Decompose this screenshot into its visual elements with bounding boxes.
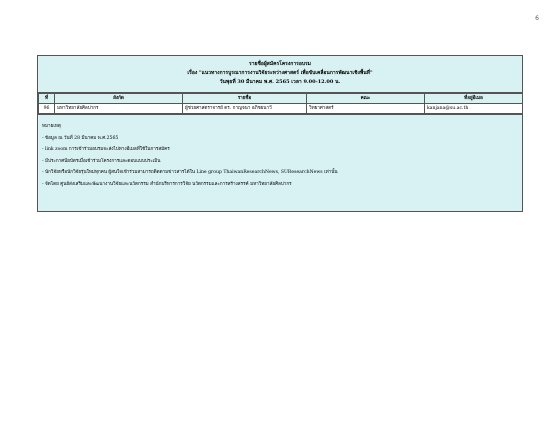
cell-index: 96 (39, 104, 55, 114)
document-subject: เรื่อง "แนวทางการบูรณาการงานวิจัยระหว่างศาสตร์ เพื่อขับเคลื่อนการพัฒนาเชิงพื้นที่" (187, 70, 373, 76)
cell-affiliation: มหาวิทยาลัยศิลปากร (55, 104, 183, 114)
column-header-affiliation: สังกัด (55, 94, 183, 104)
participant-list-sheet (37, 55, 523, 212)
note-item: - มีประกาศนียบัตรเมื่อเข้าร่วมโครงการและตอบแบบประเมิน (42, 158, 161, 164)
document-date: วันพุธที่ 30 มีนาคม พ.ศ. 2565 เวลา 9.00-12.00 น. (219, 79, 341, 85)
page-number: 6 (535, 15, 539, 22)
note-item: - นักวิจัยหรือนักวิจัยรุ่นใหม่ทุกคน ผู้สนใจเข้าร่วมสามารถติดตามข่าวสารได้ใน Line group ThaiwanResearchNews, SUResearchNews เท่านั้น (42, 170, 338, 175)
participant-table (38, 93, 523, 114)
document-header (38, 56, 522, 93)
note-item: - ข้อมูล ณ วันที่ 28 มีนาคม พ.ศ.2565 (42, 135, 119, 141)
note-item: - จัดโดย ศูนย์ส่งเสริมและพัฒนางานวิจัยและนวัตกรรม สำนักบริหารการวิจัย นวัตกรรมและการสร้างสรรค์ มหาวิทยาลัยศิลปากร (42, 181, 292, 187)
notes-section (38, 114, 522, 211)
table-header-row (39, 94, 523, 104)
column-header-email: ที่อยู่อีเมล (425, 94, 523, 104)
cell-name: ผู้ช่วยศาสตราจารย์ ดร. กาญจนา อภิชยนาวี (183, 104, 307, 114)
column-header-name: รายชื่อ (183, 94, 307, 104)
column-header-faculty: คณะ (307, 94, 425, 104)
document-title: รายชื่อผู้สมัครโครงการอบรม (249, 61, 311, 67)
column-header-index: ที่ (39, 94, 55, 104)
cell-faculty: วิทยาศาสตร์ (307, 104, 425, 114)
notes-heading: หมายเหตุ (42, 124, 61, 129)
note-item: - link zoom การเข้าร่วมอบรมจะส่งไปทางอีเมลที่ใช้ในการสมัคร (42, 147, 170, 152)
table-row (39, 104, 523, 114)
cell-email: kanjana@su.ac.th (425, 104, 523, 114)
